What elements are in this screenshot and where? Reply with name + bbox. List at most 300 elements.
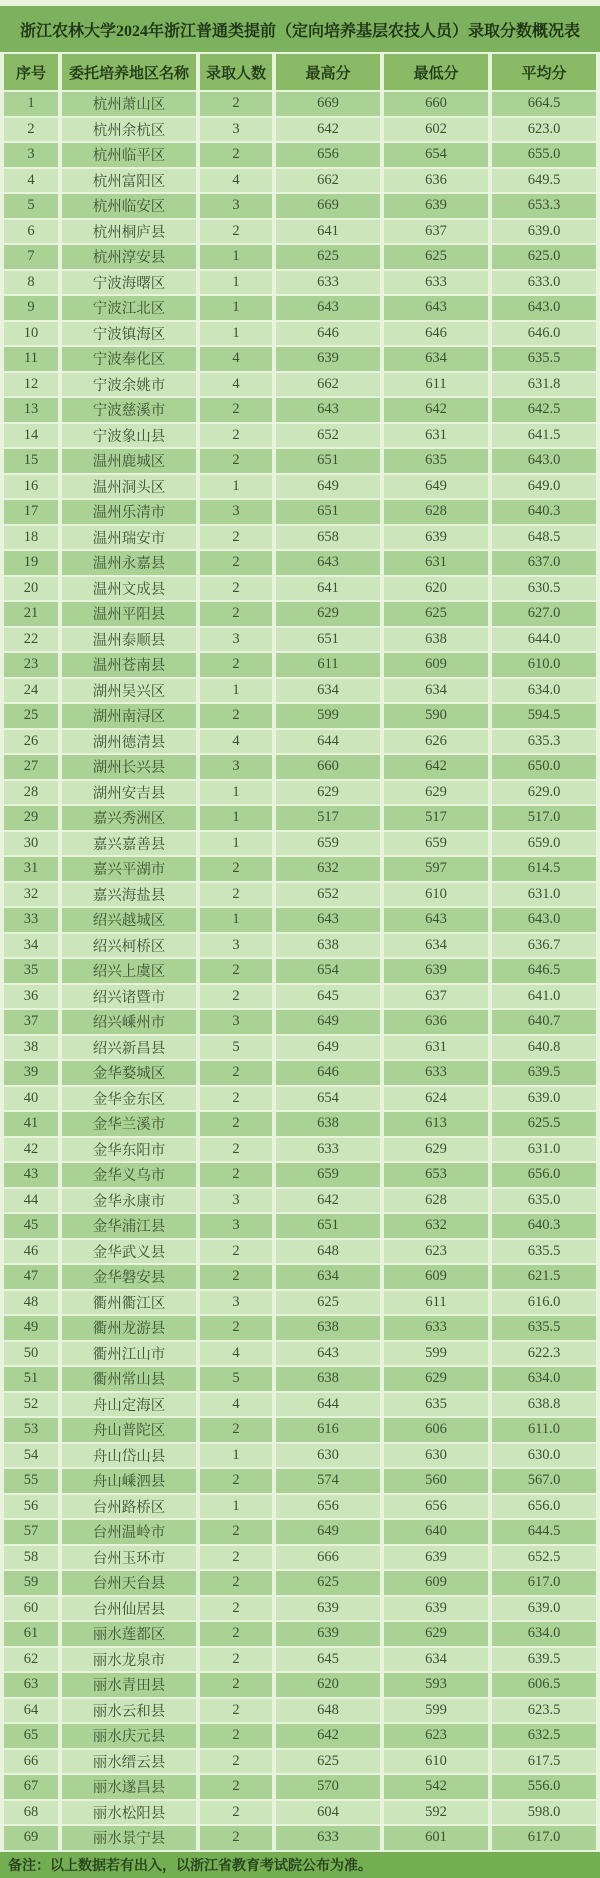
cell-min: 654 (384, 143, 488, 167)
cell-region: 台州路桥区 (62, 1495, 196, 1519)
cell-avg: 655.0 (492, 143, 596, 167)
cell-max: 642 (276, 1189, 380, 1213)
cell-max: 660 (276, 755, 380, 779)
cell-seq: 60 (4, 1597, 58, 1621)
cell-max: 642 (276, 1724, 380, 1748)
cell-seq: 57 (4, 1520, 58, 1544)
cell-avg: 616.0 (492, 1291, 596, 1315)
cell-seq: 15 (4, 449, 58, 473)
cell-max: 651 (276, 500, 380, 524)
cell-min: 642 (384, 755, 488, 779)
cell-max: 574 (276, 1469, 380, 1493)
cell-max: 654 (276, 959, 380, 983)
column-header-seq: 序号 (4, 54, 58, 90)
cell-max: 570 (276, 1775, 380, 1799)
cell-seq: 36 (4, 985, 58, 1009)
cell-count: 5 (200, 1367, 272, 1391)
cell-region: 台州天台县 (62, 1571, 196, 1595)
cell-max: 625 (276, 1571, 380, 1595)
cell-avg: 639.5 (492, 1648, 596, 1672)
cell-avg: 646.5 (492, 959, 596, 983)
cell-min: 602 (384, 118, 488, 142)
cell-seq: 38 (4, 1036, 58, 1060)
cell-max: 651 (276, 628, 380, 652)
cell-min: 640 (384, 1520, 488, 1544)
table-row (4, 959, 596, 983)
cell-count: 2 (200, 143, 272, 167)
cell-avg: 606.5 (492, 1673, 596, 1697)
cell-max: 639 (276, 1622, 380, 1646)
cell-region: 杭州余杭区 (62, 118, 196, 142)
table-row (4, 653, 596, 677)
cell-avg: 638.8 (492, 1393, 596, 1417)
table-row (4, 347, 596, 371)
cell-seq: 23 (4, 653, 58, 677)
cell-avg: 642.5 (492, 398, 596, 422)
cell-avg: 650.0 (492, 755, 596, 779)
cell-max: 638 (276, 1367, 380, 1391)
table-row (4, 1112, 596, 1136)
cell-max: 649 (276, 1520, 380, 1544)
table-row (4, 373, 596, 397)
cell-count: 2 (200, 92, 272, 116)
cell-seq: 19 (4, 551, 58, 575)
cell-region: 丽水莲都区 (62, 1622, 196, 1646)
table-row (4, 1393, 596, 1417)
cell-count: 4 (200, 1342, 272, 1366)
cell-min: 634 (384, 679, 488, 703)
cell-region: 绍兴柯桥区 (62, 934, 196, 958)
cell-avg: 643.0 (492, 296, 596, 320)
cell-count: 3 (200, 934, 272, 958)
cell-region: 宁波江北区 (62, 296, 196, 320)
table-row (4, 194, 596, 218)
cell-seq: 32 (4, 883, 58, 907)
cell-min: 625 (384, 602, 488, 626)
cell-seq: 56 (4, 1495, 58, 1519)
cell-seq: 35 (4, 959, 58, 983)
cell-max: 638 (276, 934, 380, 958)
cell-min: 609 (384, 1571, 488, 1595)
table-row (4, 730, 596, 754)
cell-seq: 55 (4, 1469, 58, 1493)
cell-min: 613 (384, 1112, 488, 1136)
table-row (4, 92, 596, 116)
cell-avg: 611.0 (492, 1418, 596, 1442)
cell-seq: 28 (4, 781, 58, 805)
cell-avg: 614.5 (492, 857, 596, 881)
cell-count: 1 (200, 806, 272, 830)
cell-count: 3 (200, 118, 272, 142)
cell-seq: 48 (4, 1291, 58, 1315)
cell-count: 2 (200, 1520, 272, 1544)
cell-region: 湖州德清县 (62, 730, 196, 754)
cell-min: 631 (384, 424, 488, 448)
cell-count: 2 (200, 398, 272, 422)
cell-avg: 632.5 (492, 1724, 596, 1748)
cell-max: 643 (276, 908, 380, 932)
cell-avg: 648.5 (492, 526, 596, 550)
cell-avg: 627.0 (492, 602, 596, 626)
cell-avg: 635.0 (492, 1189, 596, 1213)
cell-seq: 53 (4, 1418, 58, 1442)
cell-region: 台州温岭市 (62, 1520, 196, 1544)
cell-seq: 66 (4, 1750, 58, 1774)
cell-seq: 24 (4, 679, 58, 703)
table-row (4, 1495, 596, 1519)
cell-avg: 610.0 (492, 653, 596, 677)
cell-region: 丽水遂昌县 (62, 1775, 196, 1799)
cell-avg: 631.0 (492, 883, 596, 907)
cell-count: 2 (200, 1112, 272, 1136)
cell-max: 625 (276, 1291, 380, 1315)
cell-seq: 33 (4, 908, 58, 932)
cell-max: 633 (276, 271, 380, 295)
cell-region: 杭州临平区 (62, 143, 196, 167)
cell-count: 2 (200, 1163, 272, 1187)
cell-min: 626 (384, 730, 488, 754)
cell-max: 639 (276, 1597, 380, 1621)
cell-max: 662 (276, 169, 380, 193)
cell-min: 636 (384, 169, 488, 193)
cell-min: 624 (384, 1087, 488, 1111)
cell-avg: 649.0 (492, 475, 596, 499)
cell-avg: 629.0 (492, 781, 596, 805)
column-header-min: 最低分 (384, 54, 488, 90)
column-header-max: 最高分 (276, 54, 380, 90)
cell-avg: 635.5 (492, 1316, 596, 1340)
cell-max: 644 (276, 730, 380, 754)
cell-max: 629 (276, 602, 380, 626)
table-row (4, 449, 596, 473)
cell-min: 639 (384, 1546, 488, 1570)
cell-count: 1 (200, 271, 272, 295)
table-row (4, 1138, 596, 1162)
cell-min: 611 (384, 1291, 488, 1315)
table-row (4, 679, 596, 703)
cell-region: 金华婺城区 (62, 1061, 196, 1085)
cell-count: 3 (200, 628, 272, 652)
cell-max: 669 (276, 92, 380, 116)
cell-count: 2 (200, 577, 272, 601)
table-row (4, 1520, 596, 1544)
table-row (4, 1469, 596, 1493)
cell-seq: 68 (4, 1801, 58, 1825)
cell-count: 2 (200, 1801, 272, 1825)
cell-min: 639 (384, 1597, 488, 1621)
cell-seq: 14 (4, 424, 58, 448)
cell-max: 517 (276, 806, 380, 830)
cell-min: 660 (384, 92, 488, 116)
cell-min: 643 (384, 908, 488, 932)
cell-region: 温州泰顺县 (62, 628, 196, 652)
table-row (4, 1265, 596, 1289)
cell-max: 620 (276, 1673, 380, 1697)
cell-seq: 41 (4, 1112, 58, 1136)
table-row (4, 143, 596, 167)
cell-region: 嘉兴嘉善县 (62, 832, 196, 856)
cell-count: 1 (200, 781, 272, 805)
cell-region: 湖州南浔区 (62, 704, 196, 728)
cell-min: 634 (384, 934, 488, 958)
cell-avg: 656.0 (492, 1163, 596, 1187)
cell-avg: 639.0 (492, 220, 596, 244)
cell-min: 630 (384, 1444, 488, 1468)
table-row (4, 806, 596, 830)
cell-count: 2 (200, 1469, 272, 1493)
cell-count: 2 (200, 424, 272, 448)
cell-max: 645 (276, 1648, 380, 1672)
cell-min: 631 (384, 551, 488, 575)
cell-seq: 21 (4, 602, 58, 626)
header-row (4, 54, 596, 90)
cell-seq: 11 (4, 347, 58, 371)
cell-max: 641 (276, 577, 380, 601)
cell-seq: 40 (4, 1087, 58, 1111)
cell-count: 2 (200, 1775, 272, 1799)
cell-region: 台州玉环市 (62, 1546, 196, 1570)
cell-seq: 26 (4, 730, 58, 754)
cell-min: 593 (384, 1673, 488, 1697)
cell-max: 634 (276, 679, 380, 703)
cell-min: 632 (384, 1214, 488, 1238)
cell-region: 温州瑞安市 (62, 526, 196, 550)
cell-avg: 649.5 (492, 169, 596, 193)
cell-seq: 51 (4, 1367, 58, 1391)
table-row (4, 118, 596, 142)
cell-count: 2 (200, 1648, 272, 1672)
table-row (4, 1036, 596, 1060)
cell-region: 温州苍南县 (62, 653, 196, 677)
cell-count: 2 (200, 551, 272, 575)
cell-max: 654 (276, 1087, 380, 1111)
cell-min: 628 (384, 1189, 488, 1213)
cell-avg: 640.7 (492, 1010, 596, 1034)
table-row (4, 1444, 596, 1468)
cell-avg: 631.0 (492, 1138, 596, 1162)
cell-min: 635 (384, 1393, 488, 1417)
cell-seq: 31 (4, 857, 58, 881)
cell-count: 1 (200, 1495, 272, 1519)
cell-region: 丽水景宁县 (62, 1826, 196, 1850)
cell-count: 2 (200, 883, 272, 907)
table-row (4, 1010, 596, 1034)
cell-min: 639 (384, 526, 488, 550)
cell-max: 643 (276, 551, 380, 575)
cell-seq: 47 (4, 1265, 58, 1289)
cell-region: 丽水松阳县 (62, 1801, 196, 1825)
cell-count: 3 (200, 755, 272, 779)
cell-seq: 64 (4, 1699, 58, 1723)
cell-seq: 34 (4, 934, 58, 958)
cell-region: 绍兴新昌县 (62, 1036, 196, 1060)
cell-max: 629 (276, 781, 380, 805)
cell-count: 2 (200, 1087, 272, 1111)
cell-seq: 65 (4, 1724, 58, 1748)
table-row (4, 1648, 596, 1672)
table-row (4, 526, 596, 550)
cell-region: 金华金东区 (62, 1087, 196, 1111)
table-row (4, 577, 596, 601)
cell-max: 639 (276, 347, 380, 371)
cell-avg: 635.5 (492, 347, 596, 371)
cell-avg: 630.5 (492, 577, 596, 601)
table-row (4, 475, 596, 499)
cell-min: 631 (384, 1036, 488, 1060)
cell-max: 648 (276, 1699, 380, 1723)
cell-seq: 18 (4, 526, 58, 550)
cell-seq: 67 (4, 1775, 58, 1799)
cell-region: 丽水缙云县 (62, 1750, 196, 1774)
cell-max: 616 (276, 1418, 380, 1442)
cell-seq: 39 (4, 1061, 58, 1085)
page-title: 浙江农林大学2024年浙江普通类提前（定向培养基层农技人员）录取分数概况表 (0, 6, 600, 52)
cell-min: 609 (384, 653, 488, 677)
table-row (4, 883, 596, 907)
cell-count: 4 (200, 347, 272, 371)
cell-max: 649 (276, 1010, 380, 1034)
table-row (4, 1316, 596, 1340)
table-row (4, 1240, 596, 1264)
cell-min: 634 (384, 1648, 488, 1672)
cell-seq: 7 (4, 245, 58, 269)
cell-avg: 640.3 (492, 500, 596, 524)
cell-seq: 16 (4, 475, 58, 499)
cell-max: 652 (276, 424, 380, 448)
cell-count: 3 (200, 1214, 272, 1238)
table-row (4, 500, 596, 524)
cell-max: 634 (276, 1265, 380, 1289)
cell-count: 2 (200, 220, 272, 244)
cell-max: 651 (276, 1214, 380, 1238)
cell-count: 2 (200, 1622, 272, 1646)
cell-seq: 58 (4, 1546, 58, 1570)
cell-region: 温州平阳县 (62, 602, 196, 626)
cell-avg: 636.7 (492, 934, 596, 958)
cell-avg: 635.3 (492, 730, 596, 754)
cell-seq: 1 (4, 92, 58, 116)
cell-min: 643 (384, 296, 488, 320)
cell-max: 630 (276, 1444, 380, 1468)
cell-region: 绍兴嵊州市 (62, 1010, 196, 1034)
cell-min: 625 (384, 245, 488, 269)
cell-seq: 63 (4, 1673, 58, 1697)
cell-avg: 640.3 (492, 1214, 596, 1238)
cell-avg: 625.5 (492, 1112, 596, 1136)
cell-region: 湖州长兴县 (62, 755, 196, 779)
cell-avg: 633.0 (492, 271, 596, 295)
cell-max: 652 (276, 883, 380, 907)
cell-region: 湖州吴兴区 (62, 679, 196, 703)
cell-avg: 643.0 (492, 908, 596, 932)
cell-min: 542 (384, 1775, 488, 1799)
cell-seq: 49 (4, 1316, 58, 1340)
table-row (4, 1775, 596, 1799)
cell-region: 绍兴诸暨市 (62, 985, 196, 1009)
cell-max: 648 (276, 1240, 380, 1264)
cell-seq: 37 (4, 1010, 58, 1034)
table-row (4, 781, 596, 805)
cell-max: 638 (276, 1112, 380, 1136)
cell-count: 2 (200, 959, 272, 983)
cell-max: 632 (276, 857, 380, 881)
cell-avg: 644.0 (492, 628, 596, 652)
cell-avg: 617.0 (492, 1571, 596, 1595)
cell-max: 643 (276, 1342, 380, 1366)
cell-min: 628 (384, 500, 488, 524)
cell-region: 衢州龙游县 (62, 1316, 196, 1340)
table-row (4, 296, 596, 320)
cell-min: 629 (384, 781, 488, 805)
table-row (4, 1597, 596, 1621)
table-row (4, 322, 596, 346)
table-row (4, 1163, 596, 1187)
cell-min: 633 (384, 271, 488, 295)
cell-count: 1 (200, 296, 272, 320)
cell-region: 金华浦江县 (62, 1214, 196, 1238)
cell-min: 590 (384, 704, 488, 728)
cell-seq: 30 (4, 832, 58, 856)
cell-seq: 45 (4, 1214, 58, 1238)
cell-seq: 6 (4, 220, 58, 244)
cell-avg: 623.0 (492, 118, 596, 142)
cell-max: 625 (276, 1750, 380, 1774)
cell-avg: 635.5 (492, 1240, 596, 1264)
cell-region: 绍兴上虞区 (62, 959, 196, 983)
cell-min: 599 (384, 1699, 488, 1723)
table-row (4, 1724, 596, 1748)
cell-region: 衢州衢江区 (62, 1291, 196, 1315)
cell-avg: 631.8 (492, 373, 596, 397)
cell-seq: 25 (4, 704, 58, 728)
cell-count: 3 (200, 1189, 272, 1213)
cell-avg: 617.5 (492, 1750, 596, 1774)
cell-region: 金华义乌市 (62, 1163, 196, 1187)
cell-min: 610 (384, 1750, 488, 1774)
cell-count: 1 (200, 679, 272, 703)
cell-seq: 12 (4, 373, 58, 397)
cell-seq: 59 (4, 1571, 58, 1595)
cell-seq: 69 (4, 1826, 58, 1850)
cell-avg: 664.5 (492, 92, 596, 116)
cell-avg: 617.0 (492, 1826, 596, 1850)
table-row (4, 1826, 596, 1850)
cell-seq: 61 (4, 1622, 58, 1646)
table-row (4, 985, 596, 1009)
table-row (4, 220, 596, 244)
cell-region: 丽水龙泉市 (62, 1648, 196, 1672)
cell-region: 温州鹿城区 (62, 449, 196, 473)
cell-max: 651 (276, 449, 380, 473)
cell-region: 舟山岱山县 (62, 1444, 196, 1468)
cell-seq: 54 (4, 1444, 58, 1468)
cell-min: 635 (384, 449, 488, 473)
cell-seq: 27 (4, 755, 58, 779)
cell-count: 2 (200, 1546, 272, 1570)
cell-avg: 653.3 (492, 194, 596, 218)
cell-region: 温州乐清市 (62, 500, 196, 524)
cell-region: 金华永康市 (62, 1189, 196, 1213)
table-row (4, 1546, 596, 1570)
cell-count: 3 (200, 194, 272, 218)
table-row (4, 1087, 596, 1111)
cell-max: 638 (276, 1316, 380, 1340)
cell-count: 2 (200, 1418, 272, 1442)
table-row (4, 1061, 596, 1085)
cell-region: 嘉兴平湖市 (62, 857, 196, 881)
cell-avg: 659.0 (492, 832, 596, 856)
cell-region: 宁波象山县 (62, 424, 196, 448)
